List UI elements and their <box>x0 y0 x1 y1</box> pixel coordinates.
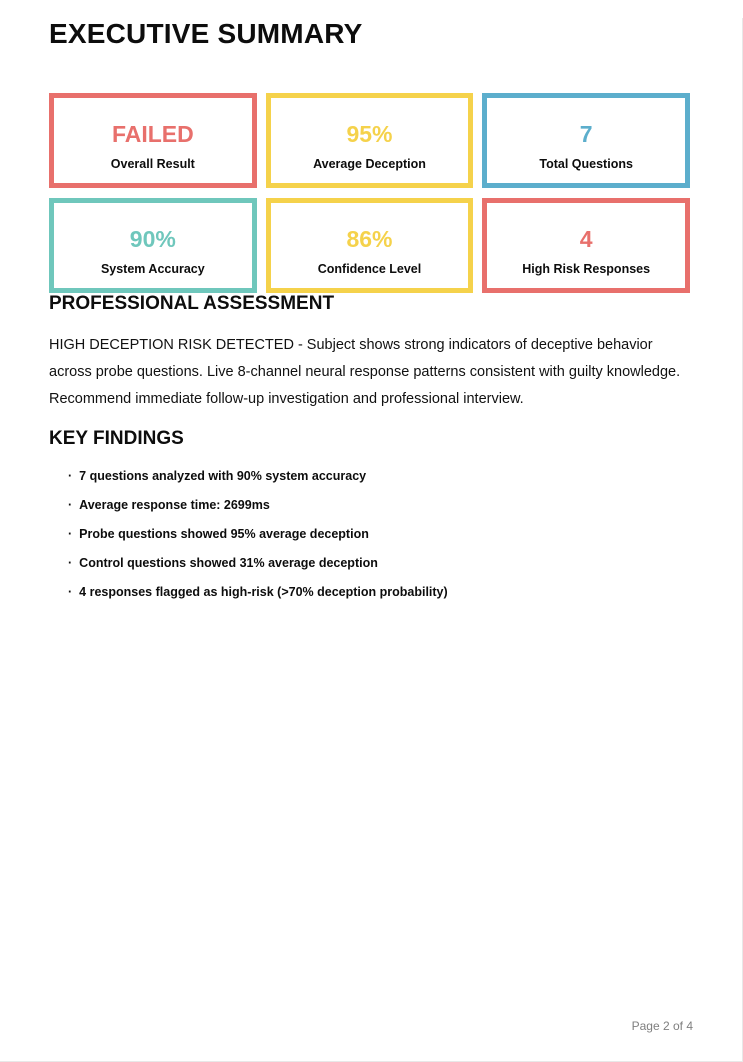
stat-card-high-risk-responses <box>482 198 690 293</box>
stat-label: High Risk Responses <box>522 262 651 276</box>
finding-text: 4 responses flagged as high-risk (>70% deception probability) <box>79 584 448 599</box>
stat-value: 4 <box>579 226 593 252</box>
bullet-dot: · <box>68 526 73 541</box>
finding-item <box>68 526 690 542</box>
finding-text: Average response time: 2699ms <box>79 497 270 512</box>
bullet-dot: · <box>68 497 73 512</box>
assessment-body: HIGH DECEPTION RISK DETECTED - Subject shows strong indicators of deceptive behavior across probe questions. Live 8-channel neural response patterns consistent with guilty knowledge. Recommend immediate follow-up investigation and professional interview. <box>49 337 681 407</box>
stat-cards-grid <box>49 93 690 293</box>
stat-card-system-accuracy <box>49 198 257 293</box>
finding-item <box>68 584 690 600</box>
finding-text: Probe questions showed 95% average deception <box>79 526 369 541</box>
stat-label: System Accuracy <box>100 262 205 276</box>
stat-card-average-deception <box>266 93 474 188</box>
stat-card-total-questions <box>482 93 690 188</box>
stat-label: Average Deception <box>313 157 426 171</box>
finding-item <box>68 497 690 513</box>
stat-card-overall-result <box>49 93 257 188</box>
stat-label: Total Questions <box>539 157 633 171</box>
bullet-dot: · <box>68 584 73 599</box>
stat-card-confidence-level <box>266 198 474 293</box>
page-content <box>49 18 690 600</box>
finding-text: Control questions showed 31% average deception <box>79 555 378 570</box>
report-page <box>0 18 743 1062</box>
stat-value: 86% <box>346 226 393 252</box>
page-title: EXECUTIVE SUMMARY <box>49 18 363 49</box>
stat-label: Confidence Level <box>317 262 422 276</box>
bullet-dot: · <box>68 468 73 483</box>
findings-list <box>49 468 690 600</box>
finding-item <box>68 468 690 484</box>
stat-label: Overall Result <box>110 157 195 171</box>
finding-text: 7 questions analyzed with 90% system accuracy <box>79 468 367 483</box>
findings-heading: KEY FINDINGS <box>49 427 184 449</box>
stat-value: FAILED <box>111 121 194 147</box>
page-number: Page 2 of 4 <box>631 1019 693 1033</box>
bullet-dot: · <box>68 555 73 570</box>
stat-value: 90% <box>129 226 176 252</box>
finding-item <box>68 555 690 571</box>
assessment-heading: PROFESSIONAL ASSESSMENT <box>49 293 335 314</box>
stat-value: 7 <box>579 121 593 147</box>
stat-value: 95% <box>346 121 393 147</box>
